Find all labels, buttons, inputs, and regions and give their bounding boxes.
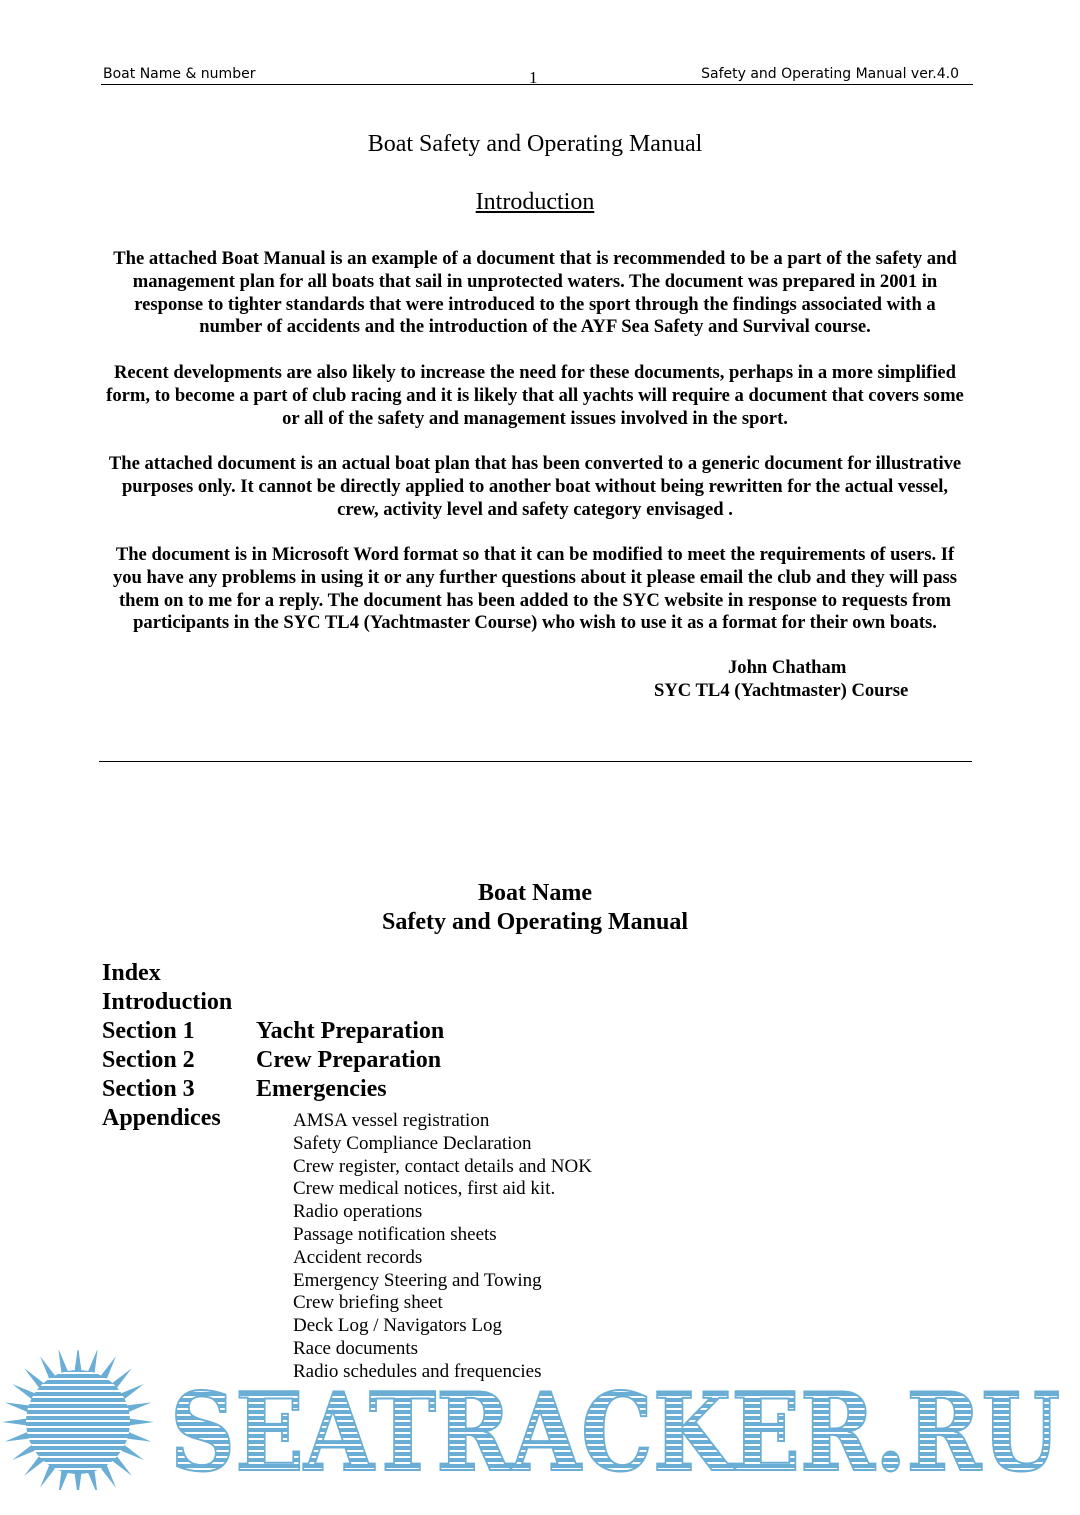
document-title: Boat Safety and Operating Manual: [367, 131, 703, 157]
sun-ray-icon: [87, 1350, 97, 1375]
index-section-2-label: Section 2: [102, 1047, 195, 1073]
page-number: 1: [529, 68, 538, 87]
sun-ray-icon: [58, 1350, 68, 1375]
appendix-item: Race documents: [293, 1337, 419, 1359]
sun-ray-icon: [128, 1418, 154, 1425]
signature-course: SYC TL4 (Yachtmaster) Course: [654, 680, 909, 701]
appendix-item: Crew register, contact details and NOK: [293, 1155, 592, 1177]
intro-paragraph-1: The attached Boat Manual is an example of a document that is recommended to be a part of the safety and management plan for all boats that sail in unprotected waters. The document was prepared in 2001 in response to tighter standards that were introduced to the sport through the findings associated with a number of accidents and the introduction of the AYF Sea Safety and Survival course.: [113, 248, 957, 338]
index-label: Index: [102, 960, 161, 986]
appendix-item: Deck Log / Navigators Log: [293, 1315, 502, 1337]
appendix-item: Radio schedules and frequencies: [293, 1360, 542, 1382]
sun-logo-icon: [2, 1350, 154, 1490]
index-section-3-title: Emergencies: [256, 1076, 387, 1102]
sun-ray-icon: [74, 1350, 81, 1372]
sun-ray-icon: [2, 1418, 28, 1425]
appendix-item: Crew briefing sheet: [293, 1292, 443, 1314]
appendix-item: Safety Compliance Declaration: [293, 1132, 532, 1154]
introduction-heading: Introduction: [475, 189, 595, 215]
sun-ray-icon: [125, 1431, 151, 1441]
intro-paragraph-3: The attached document is an actual boat plan that has been converted to a generic document for illustrative purposes only. It cannot be directly applied to another boat without being rewritten for the actual vessel, crew, activity level and safety category envisaged .: [108, 453, 962, 520]
signature-name: John Chatham: [728, 657, 847, 678]
section-divider: [99, 761, 972, 762]
sun-ray-icon: [5, 1431, 31, 1441]
appendices-list: [293, 1110, 592, 1384]
appendix-item: Accident records: [293, 1246, 423, 1268]
manual-title: [0, 879, 1070, 937]
sun-ray-icon: [125, 1402, 151, 1412]
header-boat-name: Boat Name & number: [103, 66, 256, 82]
watermark: [0, 1350, 1080, 1490]
sun-ray-icon: [74, 1472, 81, 1490]
intro-paragraph-2: Recent developments are also likely to increase the need for these documents, perhaps in a more simplified form, to become a part of club racing and it is likely that all yachts will require a document that covers some or all of the safety and management issues involved in the sport.: [106, 362, 964, 429]
intro-paragraph-4: The document is in Microsoft Word format so that it can be modified to meet the requirements of users. If you have any problems in using it or any further questions about it please email the club and they will pass them on to me for a reply. The document has been added to the SYC website in response to requests from participants in the SYC TL4 (Yachtmaster Course) who wish to use it as a format for their own boats.: [112, 544, 958, 634]
manual-title-boat-name: Boat Name: [478, 880, 592, 906]
watermark-text: SEATRACKER.RU: [170, 1370, 1060, 1490]
sun-ray-icon: [5, 1402, 31, 1412]
page-header: [101, 62, 973, 85]
appendix-item: Crew medical notices, first aid kit.: [293, 1178, 556, 1200]
index-section-3-label: Section 3: [102, 1076, 195, 1102]
index-appendices-label: Appendices: [102, 1105, 221, 1131]
index-section-1-title: Yacht Preparation: [256, 1018, 445, 1044]
index-introduction: Introduction: [102, 989, 233, 1015]
appendix-item: Radio operations: [293, 1201, 423, 1223]
appendix-item: Passage notification sheets: [293, 1223, 497, 1245]
manual-title-subtitle: Safety and Operating Manual: [381, 909, 689, 935]
index-section-1-label: Section 1: [102, 1018, 195, 1044]
appendix-item: Emergency Steering and Towing: [293, 1269, 542, 1291]
header-manual-version: Safety and Operating Manual ver.4.0: [701, 66, 959, 82]
index-section-2-title: Crew Preparation: [256, 1047, 442, 1073]
appendix-item: AMSA vessel registration: [293, 1110, 490, 1131]
